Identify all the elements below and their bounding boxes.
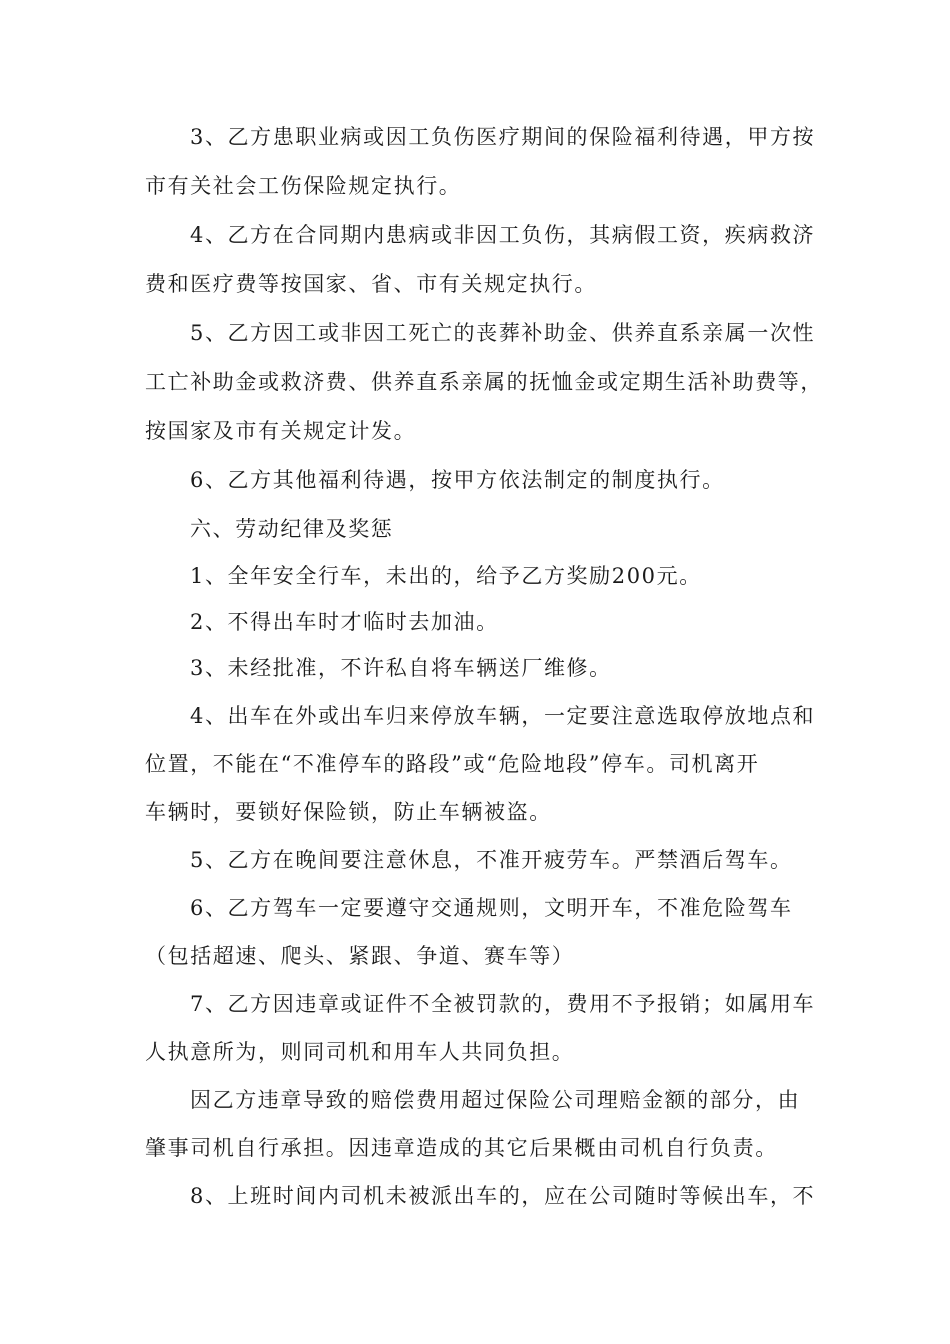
text-line: 费和医疗费等按国家、省、市有关规定执行。 [145, 272, 597, 296]
text-line: 5、乙方在晚间要注意休息，不准开疲劳车。严禁酒后驾车。 [190, 848, 793, 872]
text-line: 车辆时，要锁好保险锁，防止车辆被盗。 [145, 800, 552, 824]
section-heading: 六、劳动纪律及奖惩 [190, 517, 394, 541]
text-line: 3、乙方患职业病或因工负伤医疗期间的保险福利待遇，甲方按 [190, 125, 816, 149]
text-line: 工亡补助金或救济费、供养直系亲属的抚恤金或定期生活补助费等， [145, 370, 823, 394]
text-line: 6、乙方驾车一定要遵守交通规则，文明开车，不准危险驾车 [190, 896, 793, 920]
text-line: 1、全年安全行车，未出的，给予乙方奖励200元。 [190, 564, 702, 588]
text-line: 人执意所为，则同司机和用车人共同负担。 [145, 1040, 575, 1064]
text-line: （包括超速、爬头、紧跟、争道、赛车等） [145, 944, 575, 968]
text-line: 8、上班时间内司机未被派出车的，应在公司随时等候出车，不 [190, 1184, 816, 1208]
text-line: 位置，不能在“不准停车的路段”或“危险地段”停车。司机离开 [145, 752, 760, 776]
text-line: 4、出车在外或出车归来停放车辆，一定要注意选取停放地点和 [190, 704, 816, 728]
text-line: 按国家及市有关规定计发。 [145, 419, 417, 443]
text-line: 2、不得出车时才临时去加油。 [190, 610, 499, 634]
text-line: 市有关社会工伤保险规定执行。 [145, 174, 462, 198]
text-line: 3、未经批准，不许私自将车辆送厂维修。 [190, 656, 612, 680]
text-line: 5、乙方因工或非因工死亡的丧葬补助金、供养直系亲属一次性 [190, 321, 816, 345]
text-line: 7、乙方因违章或证件不全被罚款的，费用不予报销；如属用车 [190, 992, 816, 1016]
text-line: 4、乙方在合同期内患病或非因工负伤，其病假工资，疾病救济 [190, 223, 816, 247]
text-line: 因乙方违章导致的赔偿费用超过保险公司理赔金额的部分，由 [190, 1088, 801, 1112]
text-line: 6、乙方其他福利待遇，按甲方依法制定的制度执行。 [190, 468, 725, 492]
text-line: 肇事司机自行承担。因违章造成的其它后果概由司机自行负责。 [145, 1136, 778, 1160]
